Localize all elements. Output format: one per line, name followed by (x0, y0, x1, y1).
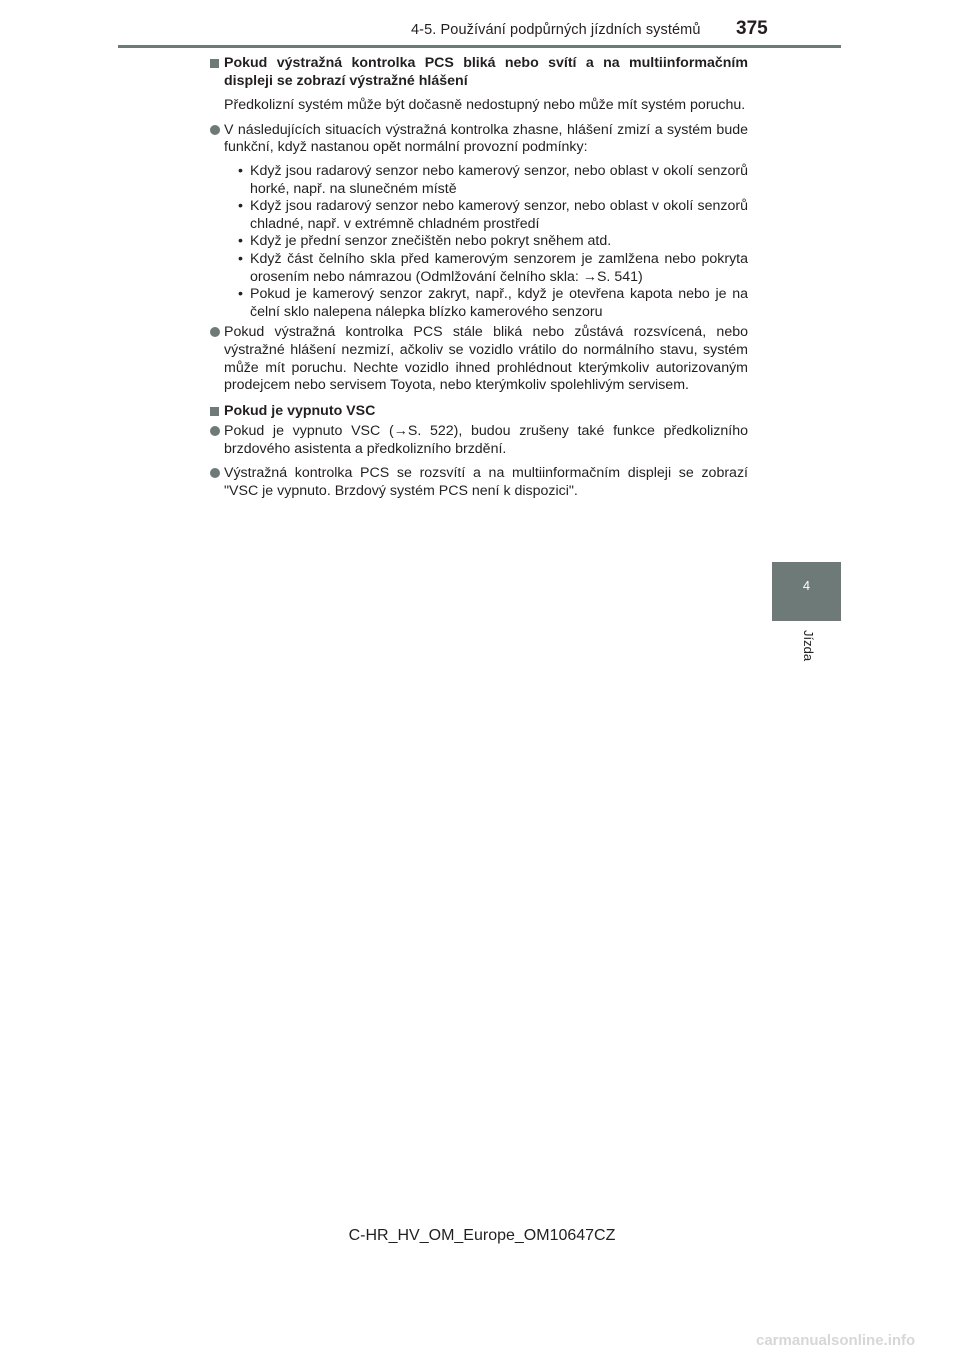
list-item-text: Pokud výstražná kontrolka PCS stále bliká nebo zůstává rozsvícená, nebo výstražné hlášení nezmizí, ačkoliv se vozidlo vrátilo do normálního stavu, systém může mít poruchu. Nechte vozidlo ihned prohlédnout kterýmkoliv autorizovaným prodejcem nebo servisem Toyota, nebo kterýmkoliv spolehlivým servisem. (224, 324, 748, 394)
sub-list-item (238, 198, 748, 233)
list-item (210, 465, 748, 500)
list-item (210, 122, 748, 157)
sub-list-item-text: Když jsou radarový senzor nebo kamerový senzor, nebo oblast v okolí senzorů horké, např. na slunečném místě (250, 162, 748, 197)
round-bullet-icon (210, 327, 220, 337)
sub-list-item (238, 286, 748, 321)
list-item-text: Výstražná kontrolka PCS se rozsvítí a na multiinformačním displeji se zobrazí "VSC je vypnuto. Brzdový systém PCS není k dispozici". (224, 465, 748, 500)
sub-list-item (238, 233, 748, 251)
section-heading (210, 403, 748, 421)
sub-list-item (238, 251, 748, 286)
header-divider (118, 45, 841, 48)
square-bullet-icon (210, 59, 219, 68)
watermark-text: carmanualsonline.info (756, 1332, 916, 1349)
sub-list-item-text: Pokud je kamerový senzor zakryt, např., když je otevřena kapota nebo je na čelní sklo nalepena nálepka blízko kamerového senzoru (250, 286, 748, 320)
chapter-tab-number: 4 (802, 578, 811, 593)
section-heading-text: Pokud je vypnuto VSC (224, 402, 376, 419)
sub-list (210, 163, 748, 321)
dot-mark-icon: • (238, 233, 243, 250)
round-bullet-icon (210, 468, 220, 478)
dot-mark-icon: • (238, 198, 243, 215)
round-bullet-icon (210, 426, 220, 436)
page-content (210, 53, 748, 501)
square-bullet-icon (210, 407, 219, 416)
list-item-text: V následujících situacích výstražná kontrolka zhasne, hlášení zmizí a systém bude funkční, když nastanou opět normální provozní podmínky: (224, 121, 748, 156)
round-bullet-icon (210, 125, 220, 135)
sub-list-item-text: Když jsou radarový senzor nebo kamerový senzor, nebo oblast v okolí senzorů chladné, např. v extrémně chladném prostředí (250, 198, 748, 232)
list-item-text: Pokud je vypnuto VSC (→S. 522), budou zrušeny také funkce předkolizního brzdového asistenta a předkolizního brzdění. (224, 423, 748, 457)
section-intro: Předkolizní systém může být dočasně nedostupný nebo může mít systém poruchu. (224, 97, 746, 114)
chapter-tab-label: Jízda (801, 630, 816, 662)
list-item (210, 324, 748, 394)
dot-mark-icon: • (238, 162, 243, 179)
dot-mark-icon: • (238, 286, 243, 303)
sub-list-item-text: Když je přední senzor znečištěn nebo pokryt sněhem atd. (250, 233, 612, 250)
document-code: C-HR_HV_OM_Europe_OM10647CZ (348, 1227, 616, 1244)
section-heading-text: Pokud výstražná kontrolka PCS bliká nebo svítí a na multiinformačním displeji se zobrazí výstražné hlášení (224, 55, 748, 89)
chapter-section-title: 4-5. Používání podpůrných jízdních systémů (411, 22, 701, 38)
dot-mark-icon: • (238, 250, 243, 267)
list-item (210, 423, 748, 458)
sub-list-item-text: Když část čelního skla před kamerovým senzorem je zamlžena nebo pokryta orosením nebo námrazou (Odmlžování čelního skla: →S. 541) (250, 250, 748, 285)
section-heading (210, 55, 748, 90)
sub-list-item (238, 163, 748, 198)
page-number: 375 (736, 18, 768, 39)
